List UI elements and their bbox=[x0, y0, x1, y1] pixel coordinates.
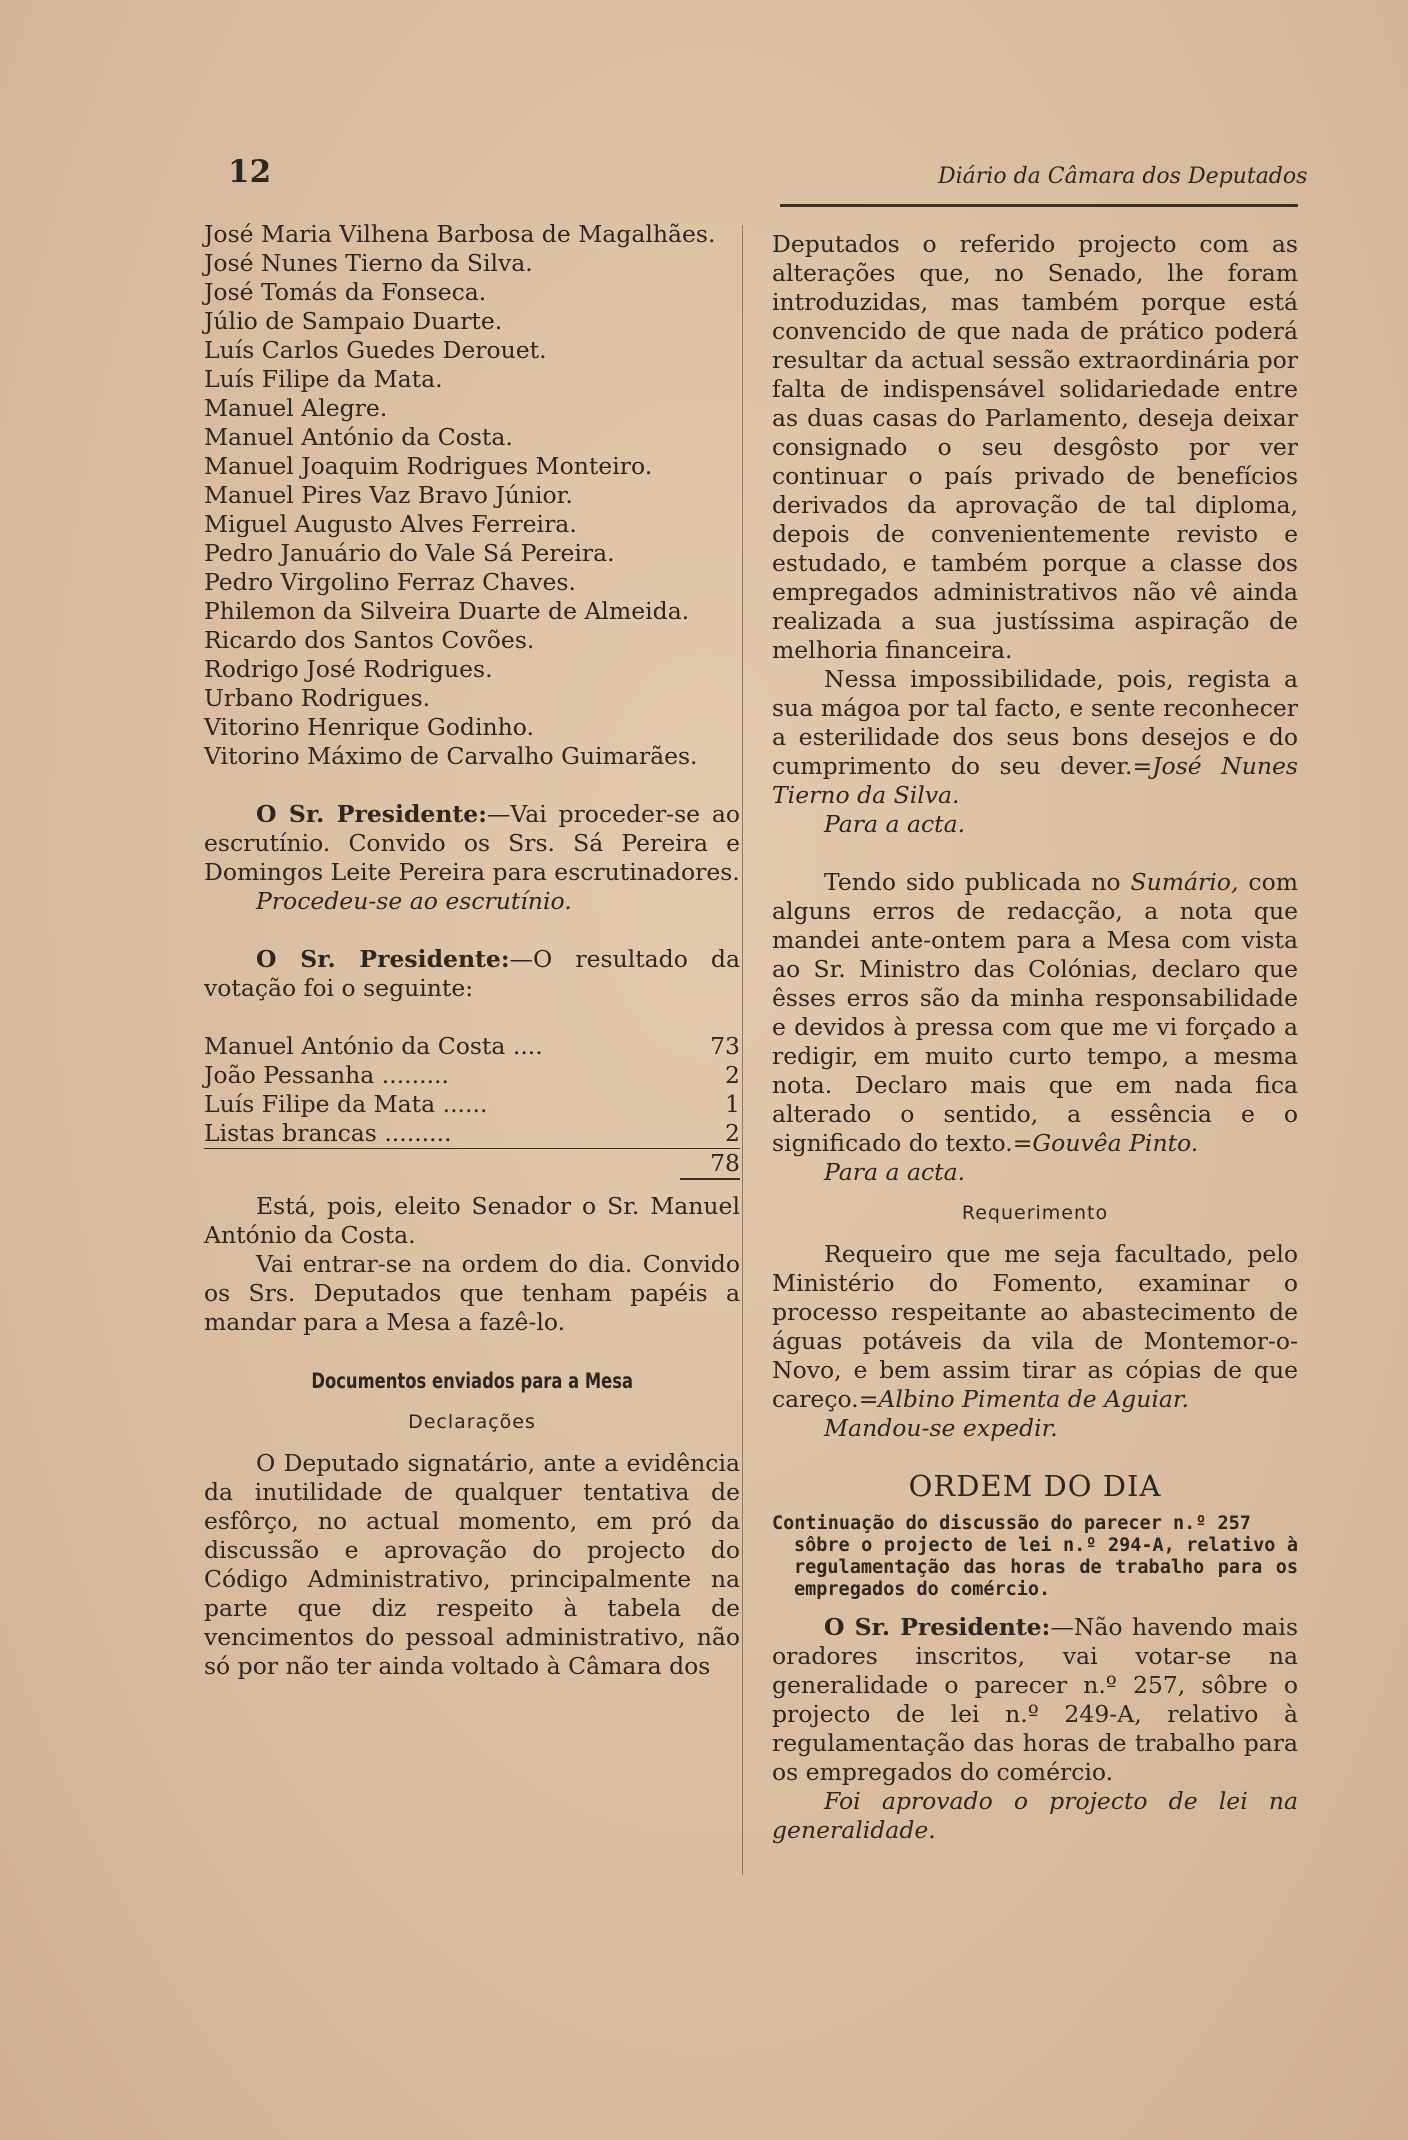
signature: =Gouvêa Pinto. bbox=[1012, 1129, 1199, 1157]
table-row bbox=[204, 1032, 740, 1061]
candidate-name: João Pessanha ......... bbox=[204, 1061, 449, 1089]
list-item: Miguel Augusto Alves Ferreira. bbox=[204, 510, 577, 538]
list-item: Júlio de Sampaio Duarte. bbox=[204, 307, 503, 335]
list-item: Manuel Joaquim Rodrigues Monteiro. bbox=[204, 452, 653, 480]
list-item: José Nunes Tierno da Silva. bbox=[204, 249, 533, 277]
page-number: 12 bbox=[228, 154, 272, 190]
list-item: Manuel Alegre. bbox=[204, 394, 388, 422]
list-item: Manuel António da Costa. bbox=[204, 423, 513, 451]
list-item: Luís Filipe da Mata. bbox=[204, 365, 443, 393]
section-heading-ordem-do-dia: ORDEM DO DIA bbox=[908, 1469, 1162, 1503]
speaker-label: O Sr. Presidente: bbox=[256, 800, 487, 828]
president-speech-1 bbox=[204, 800, 740, 887]
speaker-label: O Sr. Presidente: bbox=[256, 945, 510, 973]
vote-count: 1 bbox=[725, 1090, 740, 1118]
vote-total: 78 bbox=[680, 1149, 740, 1180]
dispatch-note: Mandou-se expedir. bbox=[824, 1414, 1058, 1442]
candidate-name: Listas brancas ......... bbox=[204, 1119, 452, 1147]
procedure-note: Procedeu-se ao escrutínio. bbox=[256, 887, 572, 915]
list-item: José Maria Vilhena Barbosa de Magalhães. bbox=[204, 220, 716, 248]
list-item: Ricardo dos Santos Covões. bbox=[204, 626, 535, 654]
header-rule bbox=[780, 204, 1298, 207]
president-speech-2 bbox=[204, 945, 740, 1003]
declaration-continuation: Deputados o referido projecto com as alterações que, no Senado, lhe foram introduzidas, mas também porque está convencido de que nada de prático poderá resultar da actual sessão extraordinária por falta de indispensável solidariedade entre as duas casas do Parlamento, deseja deixar consignado o seu desgôsto por ver continuar o país privado de benefícios derivados da aprovação de tal diploma, depois de convenientemente revisto e estudado, e também porque a classe dos empregados administrativos não vê ainda realizada a sua justíssima aspiração de melhoria financeira. bbox=[772, 230, 1298, 664]
running-title: Diário da Câmara dos Deputados bbox=[938, 164, 1308, 189]
list-item: Luís Carlos Guedes Derouet. bbox=[204, 336, 547, 364]
left-column bbox=[204, 220, 740, 1681]
table-row bbox=[204, 1090, 740, 1119]
right-column bbox=[772, 230, 1298, 1845]
vote-count: 2 bbox=[725, 1119, 740, 1147]
note-para-acta: Para a acta. bbox=[824, 810, 966, 838]
vote-count: 73 bbox=[710, 1032, 740, 1060]
list-item: Pedro Virgolino Ferraz Chaves. bbox=[204, 568, 576, 596]
vote-count: 2 bbox=[725, 1061, 740, 1089]
list-item: Rodrigo José Rodrigues. bbox=[204, 655, 493, 683]
signature: =Albino Pimenta de Aguiar. bbox=[858, 1385, 1189, 1413]
speech-text: —Vai proceder-se ao escrutínio. Convido os Srs. Sá Pereira e Domingos Leite Pereira para escrutinadores. bbox=[204, 800, 741, 886]
section-heading-documents: Documentos enviados para a Mesa bbox=[311, 1369, 633, 1393]
president-speech-3 bbox=[772, 1613, 1298, 1787]
section-heading-requerimento: Requerimento bbox=[961, 1202, 1109, 1224]
list-item: Manuel Pires Vaz Bravo Júnior. bbox=[204, 481, 573, 509]
speech-text: —Não havendo mais oradores inscritos, vai votar-se na generalidade o parecer n.º 257, sôbre o projecto de lei n.º 249-A, relativo à regulamentação das horas de trabalho para os empregados do comércio. bbox=[772, 1613, 1299, 1786]
table-row bbox=[204, 1061, 740, 1090]
list-item: Vitorino Máximo de Carvalho Guimarães. bbox=[204, 742, 698, 770]
table-row bbox=[204, 1119, 740, 1149]
column-divider bbox=[742, 225, 743, 1875]
requerimento-paragraph: Requeiro que me seja facultado, pelo Ministério do Fomento, examinar o processo respeitante ao abastecimento de águas potáveis da vila de Montemor-o-Novo, e bem assim tirar as cópias de que careço.=Albino Pimenta de Aguiar. bbox=[772, 1240, 1298, 1413]
section-heading-declaracoes: Declarações bbox=[408, 1411, 536, 1433]
candidate-name: Manuel António da Costa .... bbox=[204, 1032, 543, 1060]
signature: =José Nunes Tierno da Silva. bbox=[772, 752, 1298, 809]
note-para-acta: Para a acta. bbox=[824, 1158, 966, 1186]
names-list bbox=[204, 220, 740, 771]
list-item: Philemon da Silveira Duarte de Almeida. bbox=[204, 597, 690, 625]
total-row bbox=[204, 1149, 740, 1180]
declaration-paragraph-3: Tendo sido publicada no Sumário, com alguns erros de redacção, a nota que mandei ante-ontem para a Mesa com vista ao Sr. Ministro das Colónias, declaro que êsses erros são da minha responsabilidade e devidos à pressa com que me vi forçado a redigir, em muito curto tempo, a mesma nota. Declaro mais que em nada fica alterado o sentido, a essência e o significado do texto.=Gouvêa Pinto. bbox=[772, 868, 1298, 1157]
approval-note: Foi aprovado o projecto de lei na generalidade. bbox=[772, 1787, 1298, 1844]
paragraph: Vai entrar-se na ordem do dia. Convido os Srs. Deputados que tenham papéis a mandar para a Mesa a fazê-lo. bbox=[204, 1250, 740, 1336]
paragraph: Está, pois, eleito Senador o Sr. Manuel António da Costa. bbox=[204, 1192, 740, 1249]
list-item: Pedro Januário do Vale Sá Pereira. bbox=[204, 539, 615, 567]
candidate-name: Luís Filipe da Mata ...... bbox=[204, 1090, 488, 1118]
speech-text: —O resultado da votação foi o seguinte: bbox=[204, 945, 740, 1002]
list-item: Vitorino Henrique Godinho. bbox=[204, 713, 534, 741]
list-item: Urbano Rodrigues. bbox=[204, 684, 431, 712]
speaker-label: O Sr. Presidente: bbox=[824, 1613, 1051, 1641]
agenda-item: Continuação do discussão do parecer n.º 257 sôbre o projecto de lei n.º 294-A, relativo à regulamentação das horas de trabalho para os empregados do comércio. bbox=[772, 1513, 1298, 1600]
vote-results-table bbox=[204, 1032, 740, 1180]
list-item: José Tomás da Fonseca. bbox=[204, 278, 487, 306]
declaration-paragraph: O Deputado signatário, ante a evidência da inutilidade de qualquer tentativa de esfôrço, no actual momento, em pró da discussão e aprovação do projecto do Código Administrativo, principalmente na parte que diz respeito à tabela de vencimentos do pessoal administrativo, não só por não ter ainda voltado à Câmara dos bbox=[204, 1449, 740, 1680]
declaration-paragraph-2: Nessa impossibilidade, pois, regista a sua mágoa por tal facto, e sente reconhecer a esterilidade dos seus bons desejos e do cumprimento do seu dever.=José Nunes Tierno da Silva. bbox=[772, 665, 1298, 809]
